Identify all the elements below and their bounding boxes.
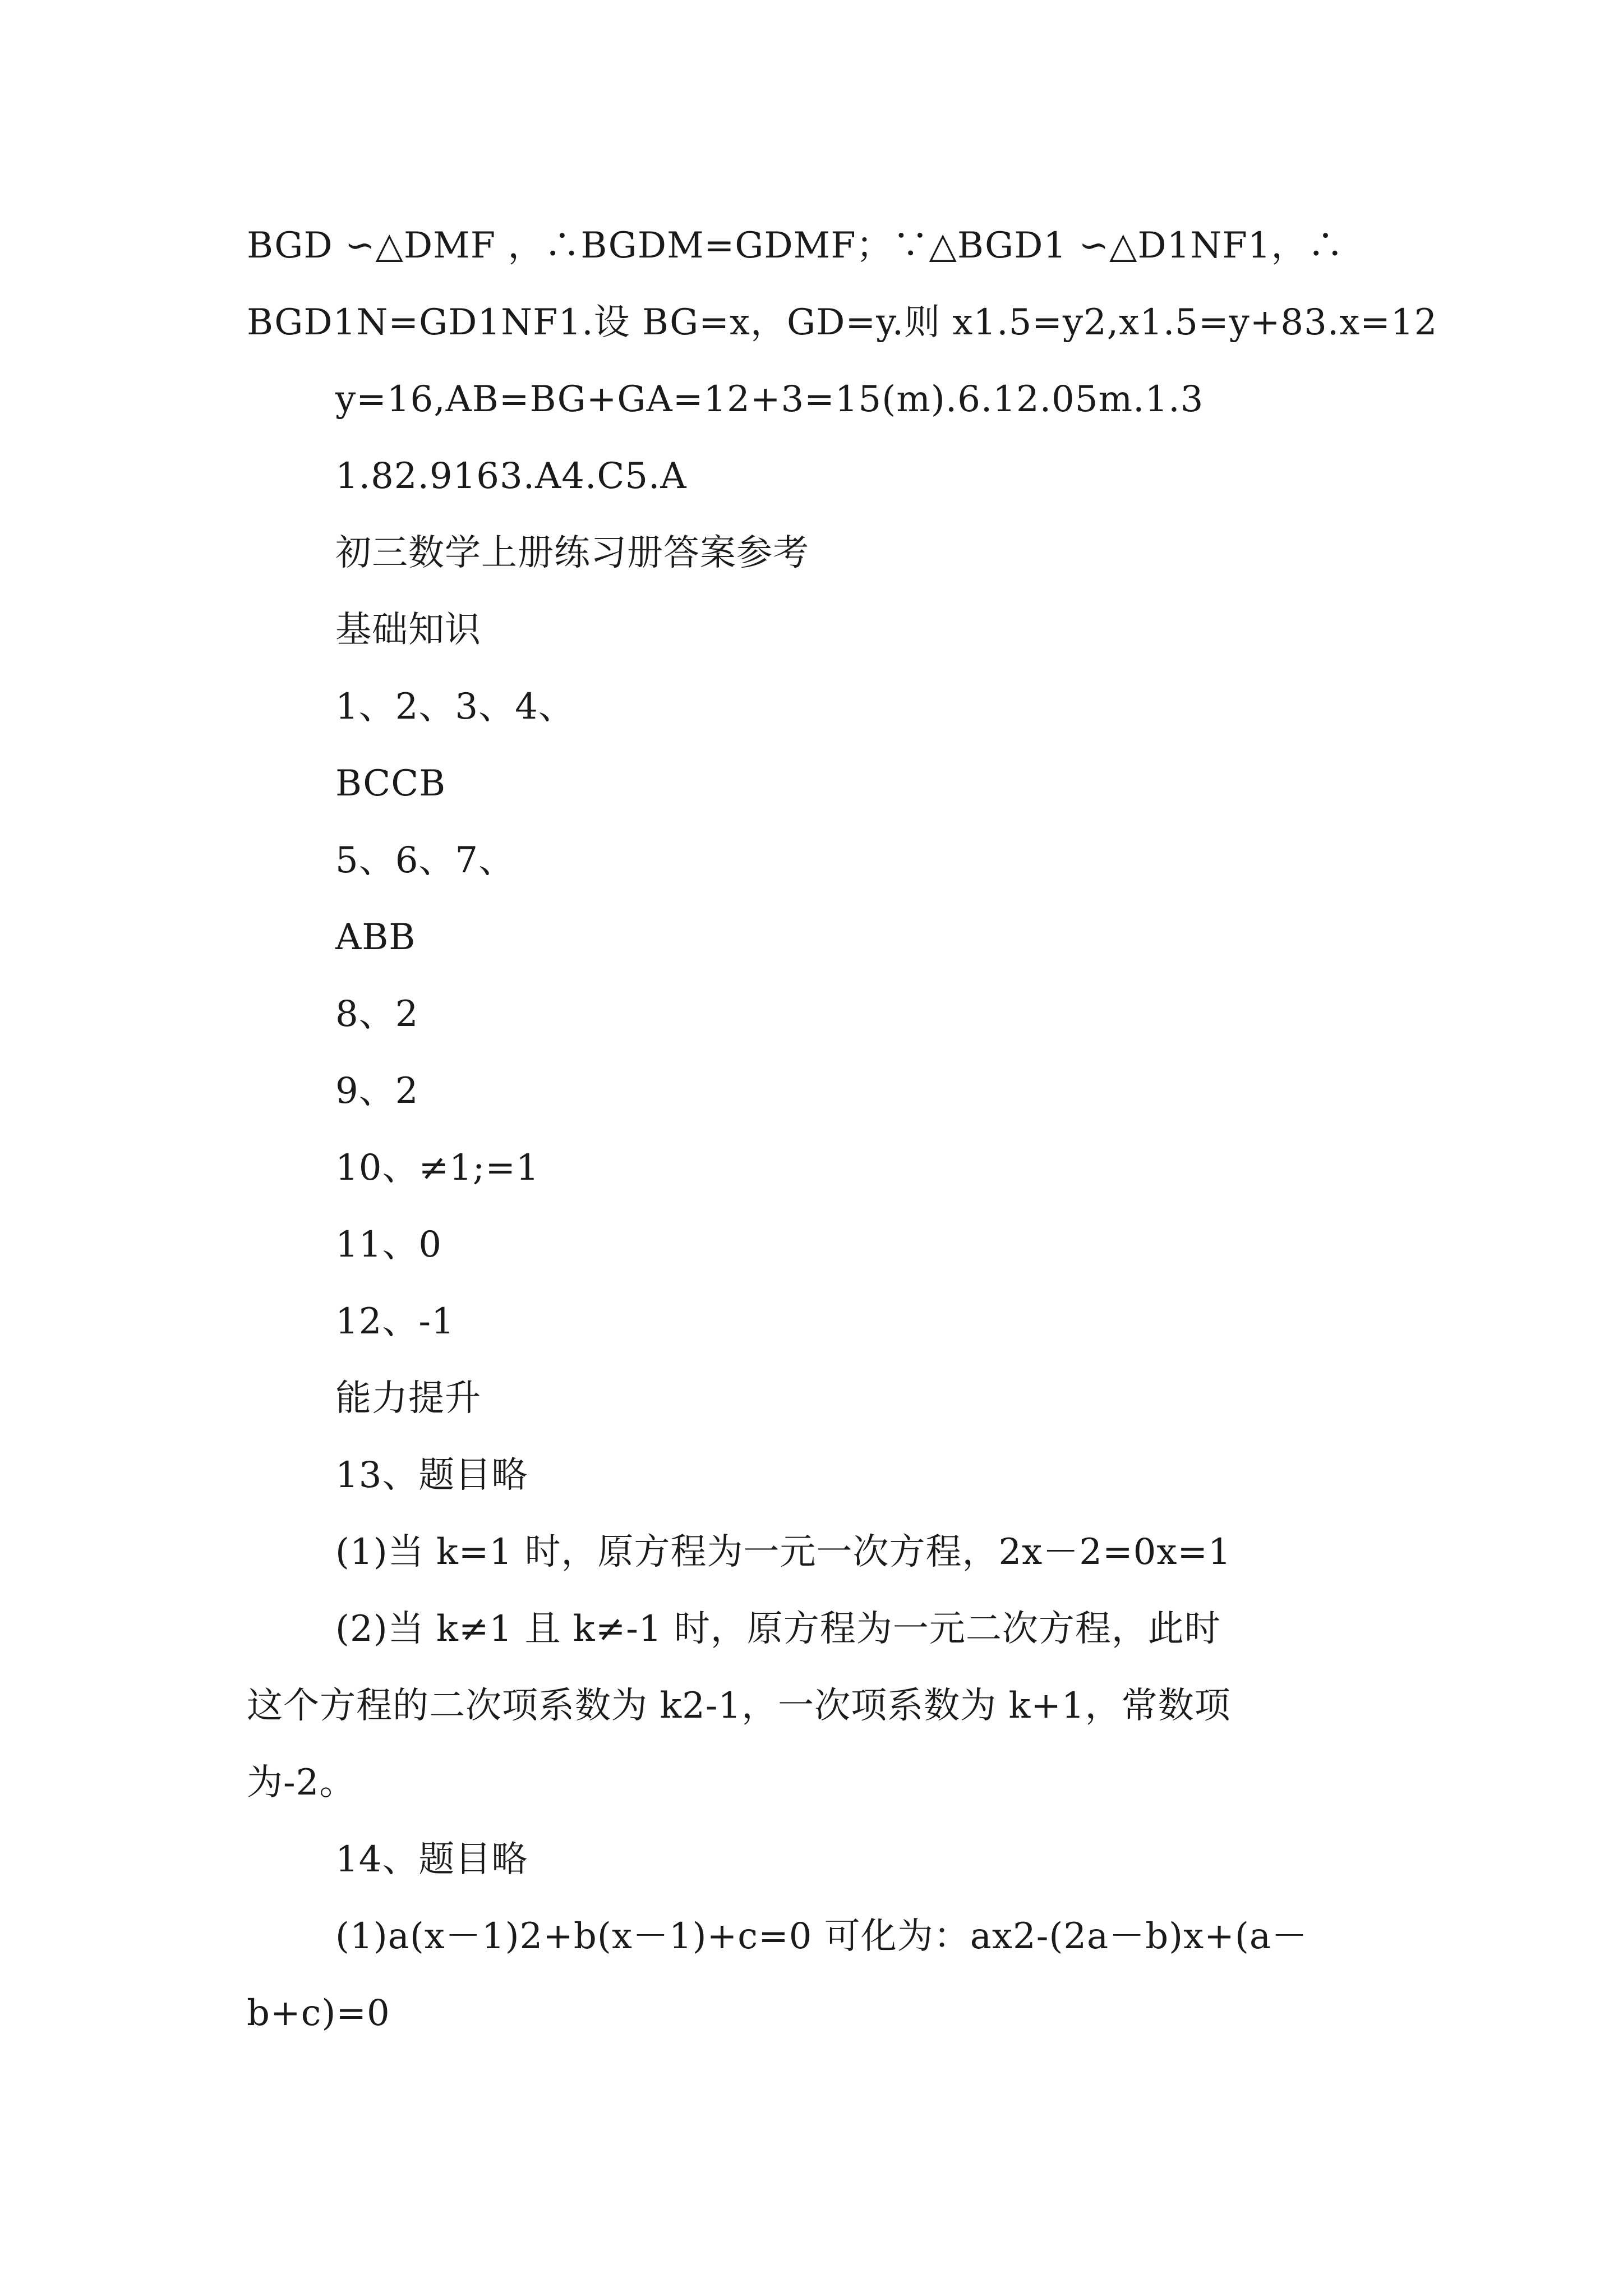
text-line-24: b+c)=0 (247, 1993, 390, 2034)
section-heading-basic-knowledge: 基础知识 (335, 609, 481, 651)
text-line-12: 9、2 (335, 1070, 419, 1112)
text-line-4: 1.82.9163.A4.C5.A (335, 455, 687, 497)
text-line-9: 5、6、7、 (335, 840, 515, 881)
text-line-3: y=16,AB=BG+GA=12+3=15(m).6.12.05m.1.3 (335, 379, 1204, 420)
text-line-2: BGD1N=GD1NF1.设 BG=x，GD=y.则 x1.5=y2,x1.5=y+83.x=12 (247, 302, 1438, 343)
text-line-18: (1)当 k=1 时，原方程为一元一次方程，2x－2=0x=1 (335, 1531, 1232, 1573)
text-line-23: (1)a(x－1)2+b(x－1)+c=0 可化为：ax2-(2a－b)x+(a－ (335, 1916, 1308, 1957)
text-line-15: 12、-1 (335, 1301, 455, 1342)
text-line-21: 为-2。 (247, 1762, 356, 1803)
text-line-14: 11、0 (335, 1224, 442, 1266)
text-line-11: 8、2 (335, 993, 419, 1035)
text-line-7: 1、2、3、4、 (335, 686, 575, 728)
text-line-10: ABB (335, 917, 416, 958)
text-line-8: BCCB (335, 763, 446, 804)
section-heading-answers: 初三数学上册练习册答案参考 (335, 532, 809, 574)
section-heading-ability: 能力提升 (335, 1378, 481, 1419)
text-line-19: (2)当 k≠1 且 k≠-1 时，原方程为一元二次方程，此时 (335, 1608, 1221, 1650)
text-line-17: 13、题目略 (335, 1455, 528, 1496)
text-line-20: 这个方程的二次项系数为 k2-1，一次项系数为 k+1，常数项 (247, 1685, 1231, 1727)
text-line-22: 14、题目略 (335, 1839, 528, 1880)
text-line-13: 10、≠1;=1 (335, 1147, 540, 1189)
text-line-1: BGD ∽△DMF ，∴BGDM=GDMF；∵△BGD1 ∽△D1NF1，∴ (247, 225, 1344, 266)
